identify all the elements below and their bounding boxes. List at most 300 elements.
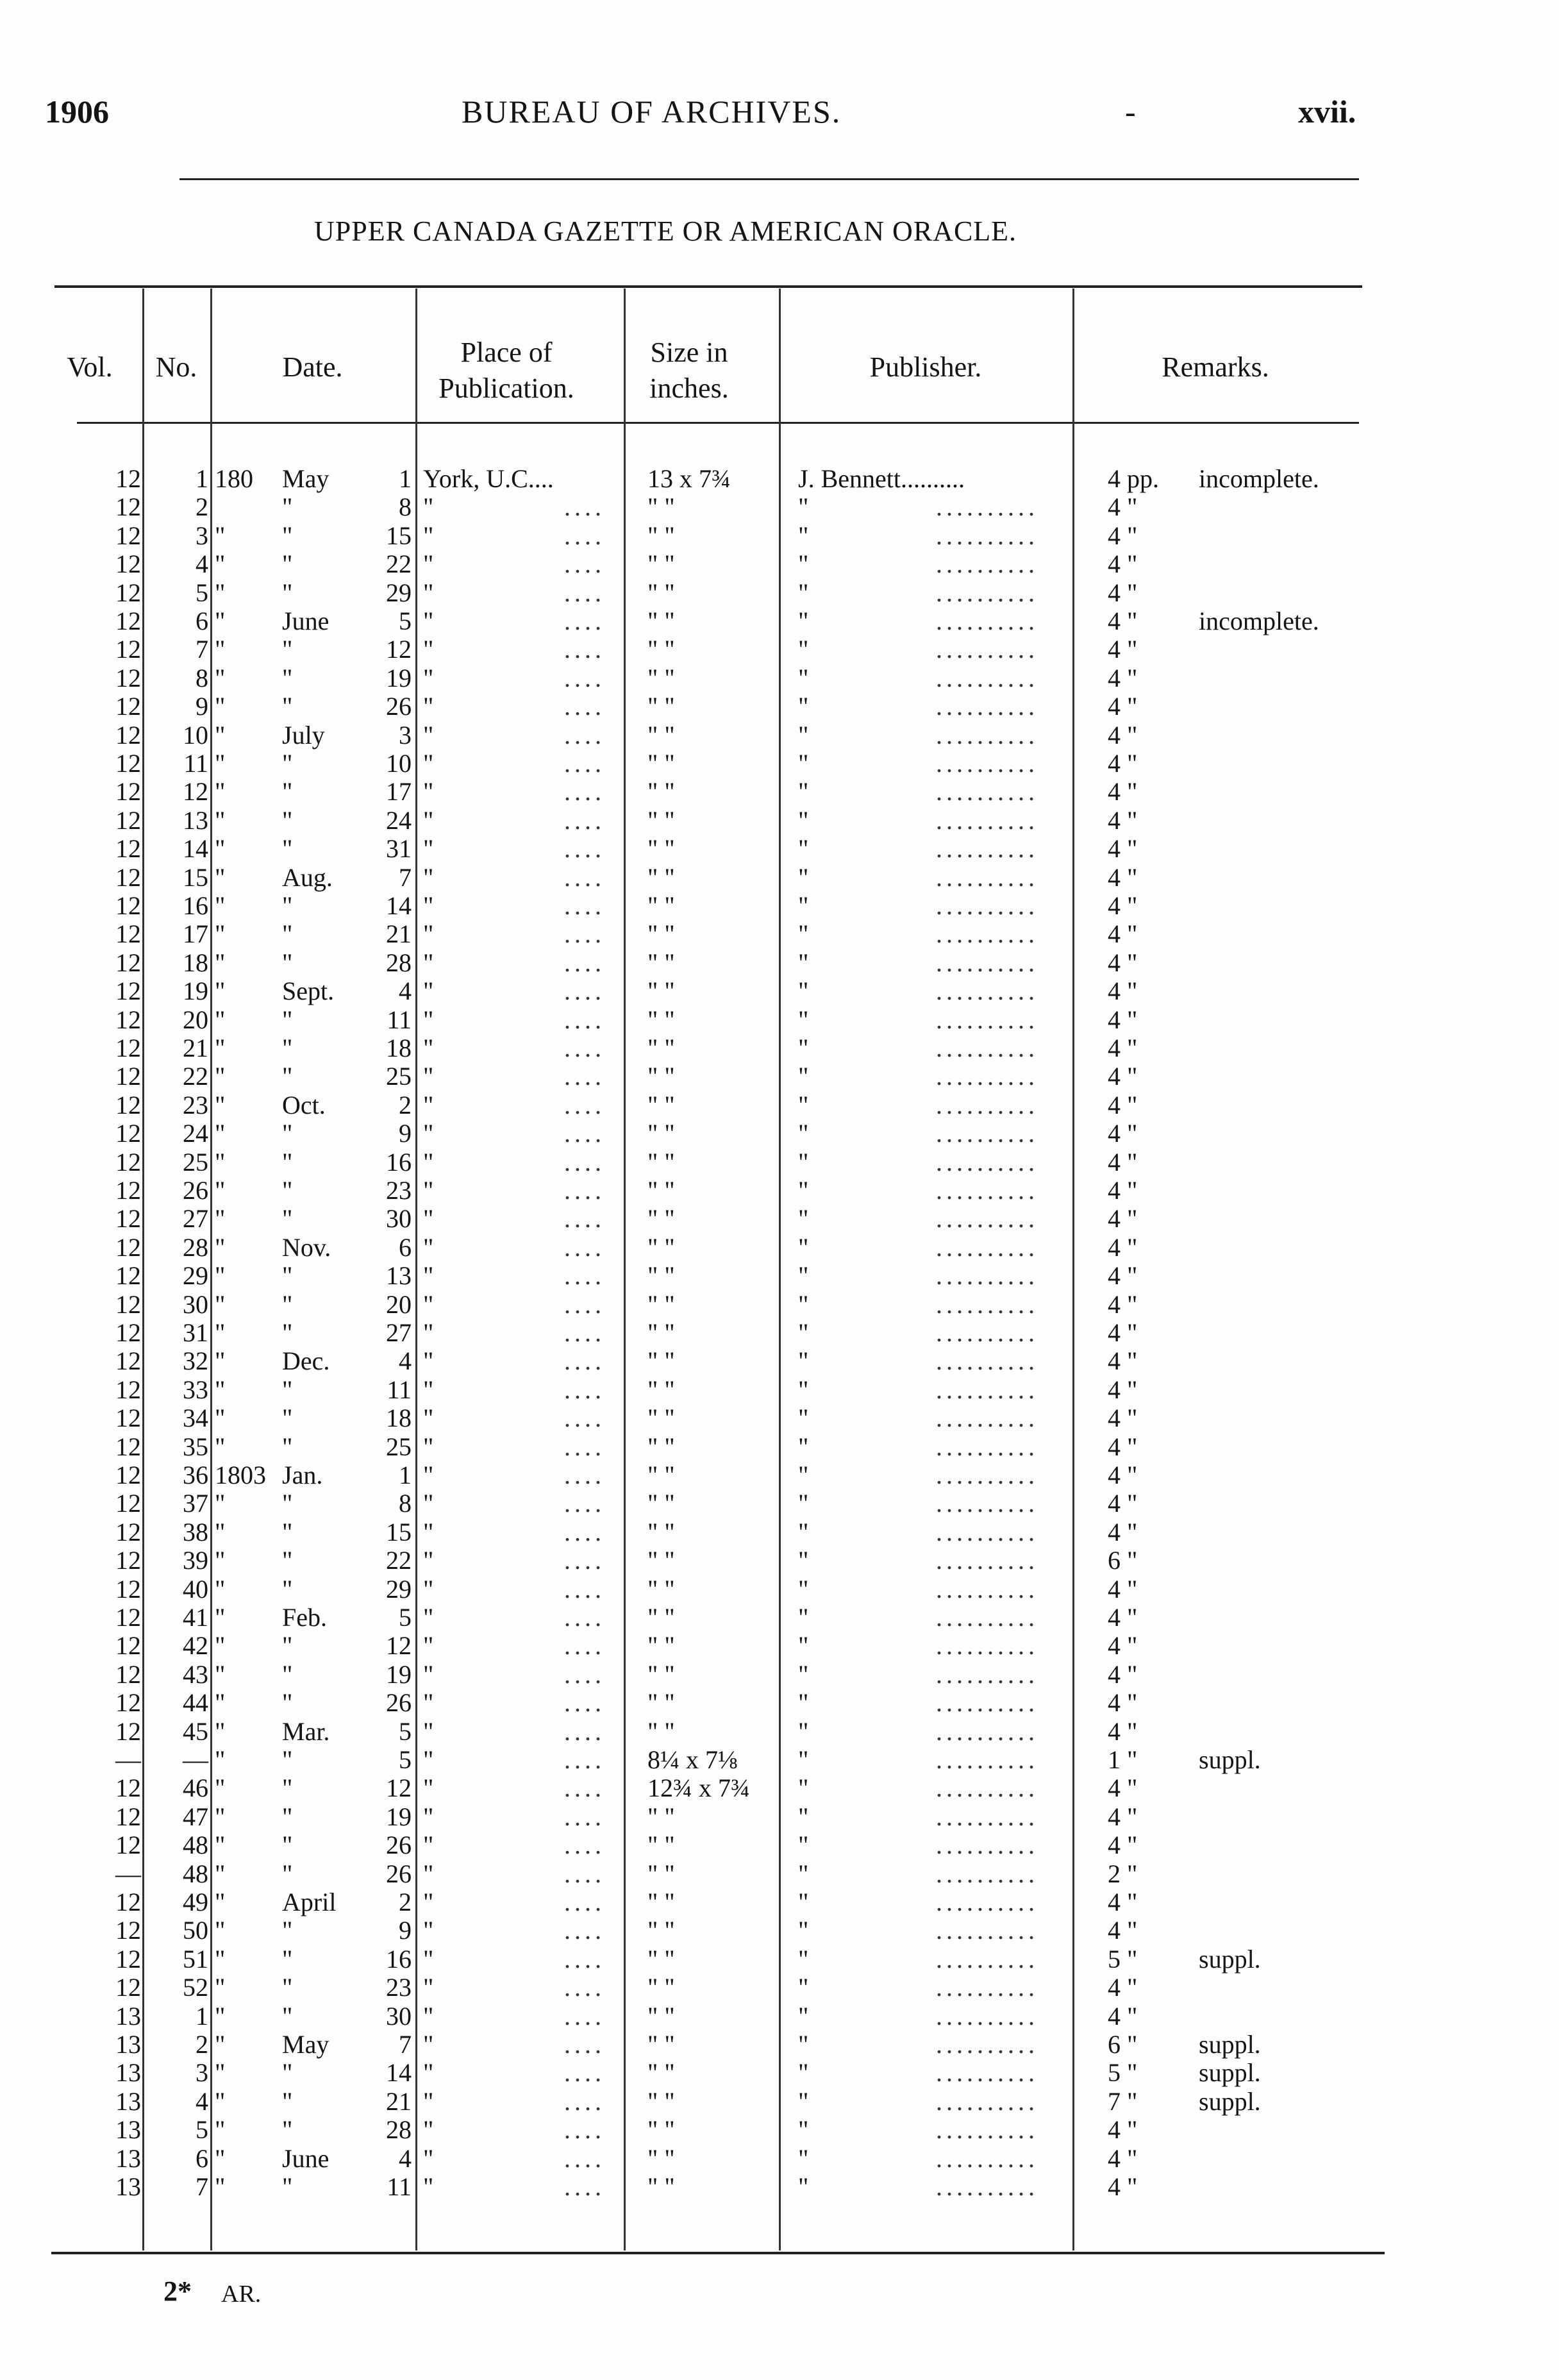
cell-vol: 12 <box>115 1232 141 1262</box>
cell-day: 7 <box>399 2030 412 2059</box>
leader-dots: .......... <box>936 1831 1038 1860</box>
leader-dots: .......... <box>936 1659 1038 1689</box>
cell-vol: 12 <box>115 834 141 864</box>
cell-month: " <box>282 2115 293 2145</box>
cell-year: " <box>215 2058 226 2088</box>
cell-publisher: " <box>798 2115 809 2145</box>
cell-place: " <box>423 1574 434 1604</box>
leader-dots: .... <box>564 2001 605 2031</box>
cell-pages: 4 " <box>1108 1688 1138 1718</box>
cell-day: 5 <box>399 1745 412 1774</box>
cell-month: " <box>282 1147 293 1177</box>
cell-no: 2 <box>196 492 208 522</box>
table-title: UPPER CANADA GAZETTE OR AMERICAN ORACLE. <box>314 215 1017 247</box>
cell-pages: 4 " <box>1108 1119 1138 1148</box>
cell-place: " <box>423 1119 434 1148</box>
cell-year: " <box>215 1973 226 2002</box>
cell-vol: 12 <box>115 578 141 607</box>
cell-day: 15 <box>386 1517 412 1546</box>
cell-no: 42 <box>183 1631 208 1661</box>
cell-pages: 4 " <box>1108 891 1138 920</box>
cell-place: " <box>423 1261 434 1291</box>
leader-dots: .... <box>564 1204 605 1234</box>
cell-size: " " <box>647 1688 675 1718</box>
cell-pages: 4 " <box>1108 1659 1138 1689</box>
cell-place: " <box>423 1062 434 1091</box>
cell-year: " <box>215 1261 226 1291</box>
cell-remark: suppl. <box>1199 1944 1261 1974</box>
leader-dots: .......... <box>936 1603 1038 1632</box>
cell-place: " <box>423 1831 434 1860</box>
leader-dots: .... <box>564 549 605 579</box>
cell-pages: 4 " <box>1108 492 1138 522</box>
cell-publisher: " <box>798 635 809 664</box>
cell-year: " <box>215 1517 226 1546</box>
cell-vol: 13 <box>115 2086 141 2116</box>
cell-day: 29 <box>386 1574 412 1604</box>
cell-publisher: " <box>798 805 809 835</box>
cell-vol: 12 <box>115 1574 141 1604</box>
cell-day: 29 <box>386 578 412 607</box>
cell-size: " " <box>647 1888 675 1916</box>
cell-place: " <box>423 948 434 977</box>
cell-size: " " <box>647 1659 675 1689</box>
leader-dots: .......... <box>936 635 1038 664</box>
cell-day: 9 <box>399 1119 412 1148</box>
cell-year: " <box>215 692 226 721</box>
cell-day: 14 <box>386 2058 412 2088</box>
leader-dots: .... <box>564 834 605 864</box>
cell-day: 5 <box>399 1716 412 1746</box>
cell-no: 49 <box>183 1888 208 1916</box>
cell-pages: 4 " <box>1108 1916 1138 1945</box>
cell-size: " " <box>647 1119 675 1148</box>
cell-publisher: " <box>798 1375 809 1404</box>
cell-place: " <box>423 1489 434 1518</box>
cell-no: 37 <box>183 1489 208 1518</box>
cell-size: " " <box>647 2030 675 2059</box>
cell-size: " " <box>647 948 675 977</box>
cell-place: " <box>423 919 434 949</box>
cell-place: " <box>423 1375 434 1404</box>
leader-dots: .... <box>564 1773 605 1803</box>
cell-publisher: " <box>798 1232 809 1262</box>
cell-size: " " <box>647 919 675 949</box>
cell-publisher: " <box>798 607 809 635</box>
cell-pages: 2 " <box>1108 1859 1138 1888</box>
leader-dots: .... <box>564 1859 605 1888</box>
cell-pages: 4 " <box>1108 692 1138 721</box>
cell-month: " <box>282 692 293 721</box>
cell-no: 24 <box>183 1119 208 1148</box>
cell-day: 7 <box>399 862 412 892</box>
cell-vol: 12 <box>115 1375 141 1404</box>
cell-size: 8¼ x 7⅛ <box>647 1745 737 1774</box>
cell-publisher: " <box>798 2058 809 2088</box>
cell-no: 51 <box>183 1944 208 1974</box>
cell-year: " <box>215 1631 226 1661</box>
column-header-size: Size in inches. <box>649 337 729 404</box>
leader-dots: .... <box>564 2030 605 2059</box>
cell-size: " " <box>647 1375 675 1404</box>
leader-dots: .......... <box>936 1176 1038 1205</box>
cell-month: May <box>282 464 329 493</box>
cell-no: 1 <box>196 464 208 493</box>
cell-publisher: " <box>798 692 809 721</box>
cell-size: " " <box>647 1090 675 1119</box>
cell-month: Feb. <box>282 1603 327 1632</box>
leader-dots: .... <box>564 1944 605 1974</box>
cell-publisher: " <box>798 919 809 949</box>
cell-vol: 12 <box>115 862 141 892</box>
cell-day: 4 <box>399 976 412 1006</box>
leader-dots: .......... <box>936 1802 1038 1831</box>
cell-vol: 12 <box>115 1716 141 1746</box>
leader-dots: .......... <box>936 976 1038 1006</box>
cell-no: 9 <box>196 692 208 721</box>
cell-place: " <box>423 976 434 1006</box>
cell-month: " <box>282 1688 293 1718</box>
cell-size: " " <box>647 862 675 892</box>
leader-dots: .......... <box>936 578 1038 607</box>
cell-pages: 6 " <box>1108 2030 1138 2059</box>
leader-dots: .......... <box>936 607 1038 635</box>
cell-pages: 4 " <box>1108 1773 1138 1803</box>
cell-no: 27 <box>183 1204 208 1234</box>
cell-day: 8 <box>399 1489 412 1518</box>
column-header-remarks: Remarks. <box>1162 351 1269 383</box>
cell-pages: 4 " <box>1108 1318 1138 1347</box>
cell-place: " <box>423 492 434 522</box>
cell-year: " <box>215 663 226 692</box>
cell-size: " " <box>647 2172 675 2201</box>
cell-vol: 12 <box>115 1289 141 1319</box>
leader-dots: .......... <box>936 1147 1038 1177</box>
cell-publisher: " <box>798 834 809 864</box>
leader-dots: .... <box>564 948 605 977</box>
cell-size: " " <box>647 1603 675 1632</box>
cell-place: " <box>423 1090 434 1119</box>
cell-month: " <box>282 2172 293 2201</box>
cell-day: 9 <box>399 1916 412 1945</box>
cell-no: 48 <box>183 1831 208 1860</box>
cell-size: " " <box>647 1432 675 1461</box>
cell-vol: 12 <box>115 1034 141 1062</box>
leader-dots: .......... <box>936 1346 1038 1376</box>
cell-month: " <box>282 1916 293 1945</box>
leader-dots: .... <box>564 521 605 550</box>
leader-dots: .......... <box>936 1688 1038 1718</box>
cell-size: " " <box>647 805 675 835</box>
cell-day: 11 <box>387 1005 412 1034</box>
cell-size: " " <box>647 749 675 778</box>
cell-month: " <box>282 1176 293 1205</box>
cell-day: 2 <box>399 1090 412 1119</box>
cell-vol: 12 <box>115 1062 141 1091</box>
leader-dots: .......... <box>936 1574 1038 1604</box>
cell-no: 17 <box>183 919 208 949</box>
cell-place: " <box>423 663 434 692</box>
cell-pages: 4 " <box>1108 1888 1138 1916</box>
cell-size: " " <box>647 1489 675 1518</box>
leader-dots: .... <box>564 1574 605 1604</box>
leader-dots: .......... <box>936 663 1038 692</box>
cell-pages: 4 " <box>1108 976 1138 1006</box>
cell-pages: 4 " <box>1108 1005 1138 1034</box>
cell-size: " " <box>647 1062 675 1091</box>
leader-dots: .......... <box>936 2115 1038 2145</box>
cell-size: " " <box>647 549 675 579</box>
cell-year: " <box>215 1802 226 1831</box>
cell-publisher: " <box>798 749 809 778</box>
cell-year: " <box>215 1688 226 1718</box>
cell-year: " <box>215 1773 226 1803</box>
leader-dots: .......... <box>936 919 1038 949</box>
cell-place: " <box>423 1432 434 1461</box>
cell-publisher: " <box>798 1859 809 1888</box>
cell-pages: 4 " <box>1108 1090 1138 1119</box>
cell-publisher: " <box>798 1773 809 1803</box>
cell-publisher: " <box>798 1745 809 1774</box>
leader-dots: .... <box>564 1318 605 1347</box>
cell-publisher: " <box>798 1489 809 1518</box>
leader-dots: .......... <box>936 1432 1038 1461</box>
column-header-publisher: Publisher. <box>869 351 982 383</box>
cell-day: 16 <box>386 1147 412 1177</box>
cell-place: " <box>423 1289 434 1319</box>
cell-size: " " <box>647 720 675 750</box>
cell-publisher: " <box>798 862 809 892</box>
cell-place: " <box>423 720 434 750</box>
leader-dots: .... <box>564 1745 605 1774</box>
cell-no: 46 <box>183 1773 208 1803</box>
leader-dots: .... <box>564 2143 605 2173</box>
cell-year: " <box>215 1375 226 1404</box>
cell-publisher: " <box>798 492 809 522</box>
cell-no: 26 <box>183 1176 208 1205</box>
cell-no: 35 <box>183 1432 208 1461</box>
cell-publisher: " <box>798 663 809 692</box>
cell-publisher: " <box>798 1346 809 1376</box>
cell-day: 27 <box>386 1318 412 1347</box>
cell-vol: 12 <box>115 1546 141 1575</box>
cell-pages: 4 " <box>1108 521 1138 550</box>
cell-publisher: " <box>798 1204 809 1234</box>
cell-day: 17 <box>386 777 412 807</box>
cell-place: " <box>423 2086 434 2116</box>
cell-year: " <box>215 2030 226 2059</box>
cell-year: " <box>215 2086 226 2116</box>
cell-remark: suppl. <box>1199 1745 1261 1774</box>
cell-vol: 12 <box>115 891 141 920</box>
cell-pages: 4 " <box>1108 1176 1138 1205</box>
cell-month: " <box>282 2058 293 2088</box>
cell-year: " <box>215 1603 226 1632</box>
leader-dots: .... <box>564 1659 605 1689</box>
cell-month: " <box>282 1034 293 1062</box>
cell-year: " <box>215 862 226 892</box>
cell-publisher: " <box>798 1888 809 1916</box>
page-number: xvii. <box>1298 94 1356 130</box>
cell-publisher: " <box>798 521 809 550</box>
leader-dots: .... <box>564 1090 605 1119</box>
cell-year: " <box>215 720 226 750</box>
cell-publisher: " <box>798 777 809 807</box>
cell-size: " " <box>647 1973 675 2002</box>
cell-month: " <box>282 1432 293 1461</box>
cell-vol: 12 <box>115 749 141 778</box>
cell-year: " <box>215 1119 226 1148</box>
cell-size: " " <box>647 1716 675 1746</box>
cell-day: 18 <box>386 1034 412 1062</box>
cell-month: " <box>282 805 293 835</box>
cell-vol: 13 <box>115 2143 141 2173</box>
cell-day: 12 <box>386 635 412 664</box>
leader-dots: .... <box>564 805 605 835</box>
cell-pages: 4 " <box>1108 948 1138 977</box>
cell-pages: 4 " <box>1108 578 1138 607</box>
cell-year: " <box>215 891 226 920</box>
cell-publisher: " <box>798 578 809 607</box>
cell-no: 6 <box>196 2143 208 2173</box>
cell-vol: 12 <box>115 777 141 807</box>
leader-dots: .... <box>564 919 605 949</box>
cell-day: 19 <box>386 1659 412 1689</box>
footer-mark: AR. <box>221 2281 262 2308</box>
cell-publisher: " <box>798 1461 809 1489</box>
cell-place: " <box>423 2115 434 2145</box>
cell-year: " <box>215 805 226 835</box>
cell-no: 23 <box>183 1090 208 1119</box>
cell-month: " <box>282 1631 293 1661</box>
cell-size: " " <box>647 1204 675 1234</box>
cell-no: 45 <box>183 1716 208 1746</box>
cell-publisher: " <box>798 1631 809 1661</box>
cell-vol: 12 <box>115 607 141 635</box>
cell-pages: 4 " <box>1108 1574 1138 1604</box>
cell-day: 21 <box>386 919 412 949</box>
cell-month: " <box>282 1375 293 1404</box>
leader-dots: .......... <box>936 948 1038 977</box>
cell-publisher: " <box>798 1176 809 1205</box>
leader-dots: .......... <box>936 521 1038 550</box>
leader-dots: .... <box>564 1546 605 1575</box>
cell-vol: 12 <box>115 1517 141 1546</box>
cell-vol: 12 <box>115 948 141 977</box>
cell-pages: 4 " <box>1108 1973 1138 2002</box>
cell-month: " <box>282 1546 293 1575</box>
cell-vol: 13 <box>115 2172 141 2201</box>
cell-publisher: " <box>798 2086 809 2116</box>
cell-vol: 12 <box>115 1888 141 1916</box>
leader-dots: .......... <box>936 1944 1038 1974</box>
leader-dots: .... <box>564 862 605 892</box>
cell-size: " " <box>647 1631 675 1661</box>
cell-year: " <box>215 749 226 778</box>
cell-month: " <box>282 1659 293 1689</box>
leader-dots: .... <box>564 1147 605 1177</box>
cell-place: " <box>423 1716 434 1746</box>
cell-size: " " <box>647 1517 675 1546</box>
leader-dots: .... <box>564 720 605 750</box>
cell-day: 30 <box>386 1204 412 1234</box>
cell-vol: 13 <box>115 2115 141 2145</box>
cell-publisher: " <box>798 1716 809 1746</box>
cell-vol: 12 <box>115 1773 141 1803</box>
cell-size: " " <box>647 521 675 550</box>
cell-publisher: " <box>798 1034 809 1062</box>
cell-year: 1803 <box>215 1461 266 1489</box>
cell-month: " <box>282 1973 293 2002</box>
cell-year: " <box>215 1147 226 1177</box>
leader-dots: .......... <box>936 1716 1038 1746</box>
leader-dots: .... <box>564 1489 605 1518</box>
cell-place: " <box>423 1232 434 1262</box>
cell-day: 4 <box>399 2143 412 2173</box>
cell-year: " <box>215 1062 226 1091</box>
cell-pages: 6 " <box>1108 1546 1138 1575</box>
cell-day: 31 <box>386 834 412 864</box>
cell-month: " <box>282 1062 293 1091</box>
cell-year: " <box>215 1432 226 1461</box>
leader-dots: .......... <box>936 805 1038 835</box>
cell-no: 52 <box>183 1973 208 2002</box>
leader-dots: .......... <box>936 891 1038 920</box>
cell-no: 1 <box>196 2001 208 2031</box>
leader-dots: .... <box>564 2086 605 2116</box>
leader-dots: .... <box>564 635 605 664</box>
leader-dots: .... <box>564 1176 605 1205</box>
leader-dots: .......... <box>936 1005 1038 1034</box>
cell-pages: 4 " <box>1108 777 1138 807</box>
cell-year: " <box>215 1745 226 1774</box>
cell-size: " " <box>647 1916 675 1945</box>
cell-place: " <box>423 1176 434 1205</box>
cell-place: " <box>423 1659 434 1689</box>
cell-publisher: " <box>798 2172 809 2201</box>
cell-no: 8 <box>196 663 208 692</box>
cell-year: " <box>215 1489 226 1518</box>
cell-no: 10 <box>183 720 208 750</box>
cell-vol: — <box>115 1859 141 1888</box>
cell-year: " <box>215 1034 226 1062</box>
cell-year: " <box>215 948 226 977</box>
cell-publisher: " <box>798 1005 809 1034</box>
leader-dots: .... <box>564 492 605 522</box>
leader-dots: .......... <box>936 692 1038 721</box>
leader-dots: .......... <box>936 1631 1038 1661</box>
cell-publisher: " <box>798 1973 809 2002</box>
cell-vol: 12 <box>115 692 141 721</box>
cell-day: 26 <box>386 1859 412 1888</box>
leader-dots: .......... <box>936 1119 1038 1148</box>
cell-pages: 4 " <box>1108 1802 1138 1831</box>
cell-publisher: " <box>798 1318 809 1347</box>
leader-dots: .......... <box>936 1916 1038 1945</box>
cell-pages: 4 " <box>1108 663 1138 692</box>
cell-place: " <box>423 1546 434 1575</box>
cell-size: " " <box>647 2001 675 2031</box>
cell-year: " <box>215 2172 226 2201</box>
cell-remark: incomplete. <box>1199 607 1319 635</box>
cell-year: " <box>215 1318 226 1347</box>
leader-dots: .......... <box>936 1489 1038 1518</box>
cell-publisher: " <box>798 1289 809 1319</box>
cell-no: 34 <box>183 1404 208 1433</box>
cell-publisher: " <box>798 720 809 750</box>
cell-day: 4 <box>399 1346 412 1376</box>
leader-dots: .......... <box>936 1062 1038 1091</box>
